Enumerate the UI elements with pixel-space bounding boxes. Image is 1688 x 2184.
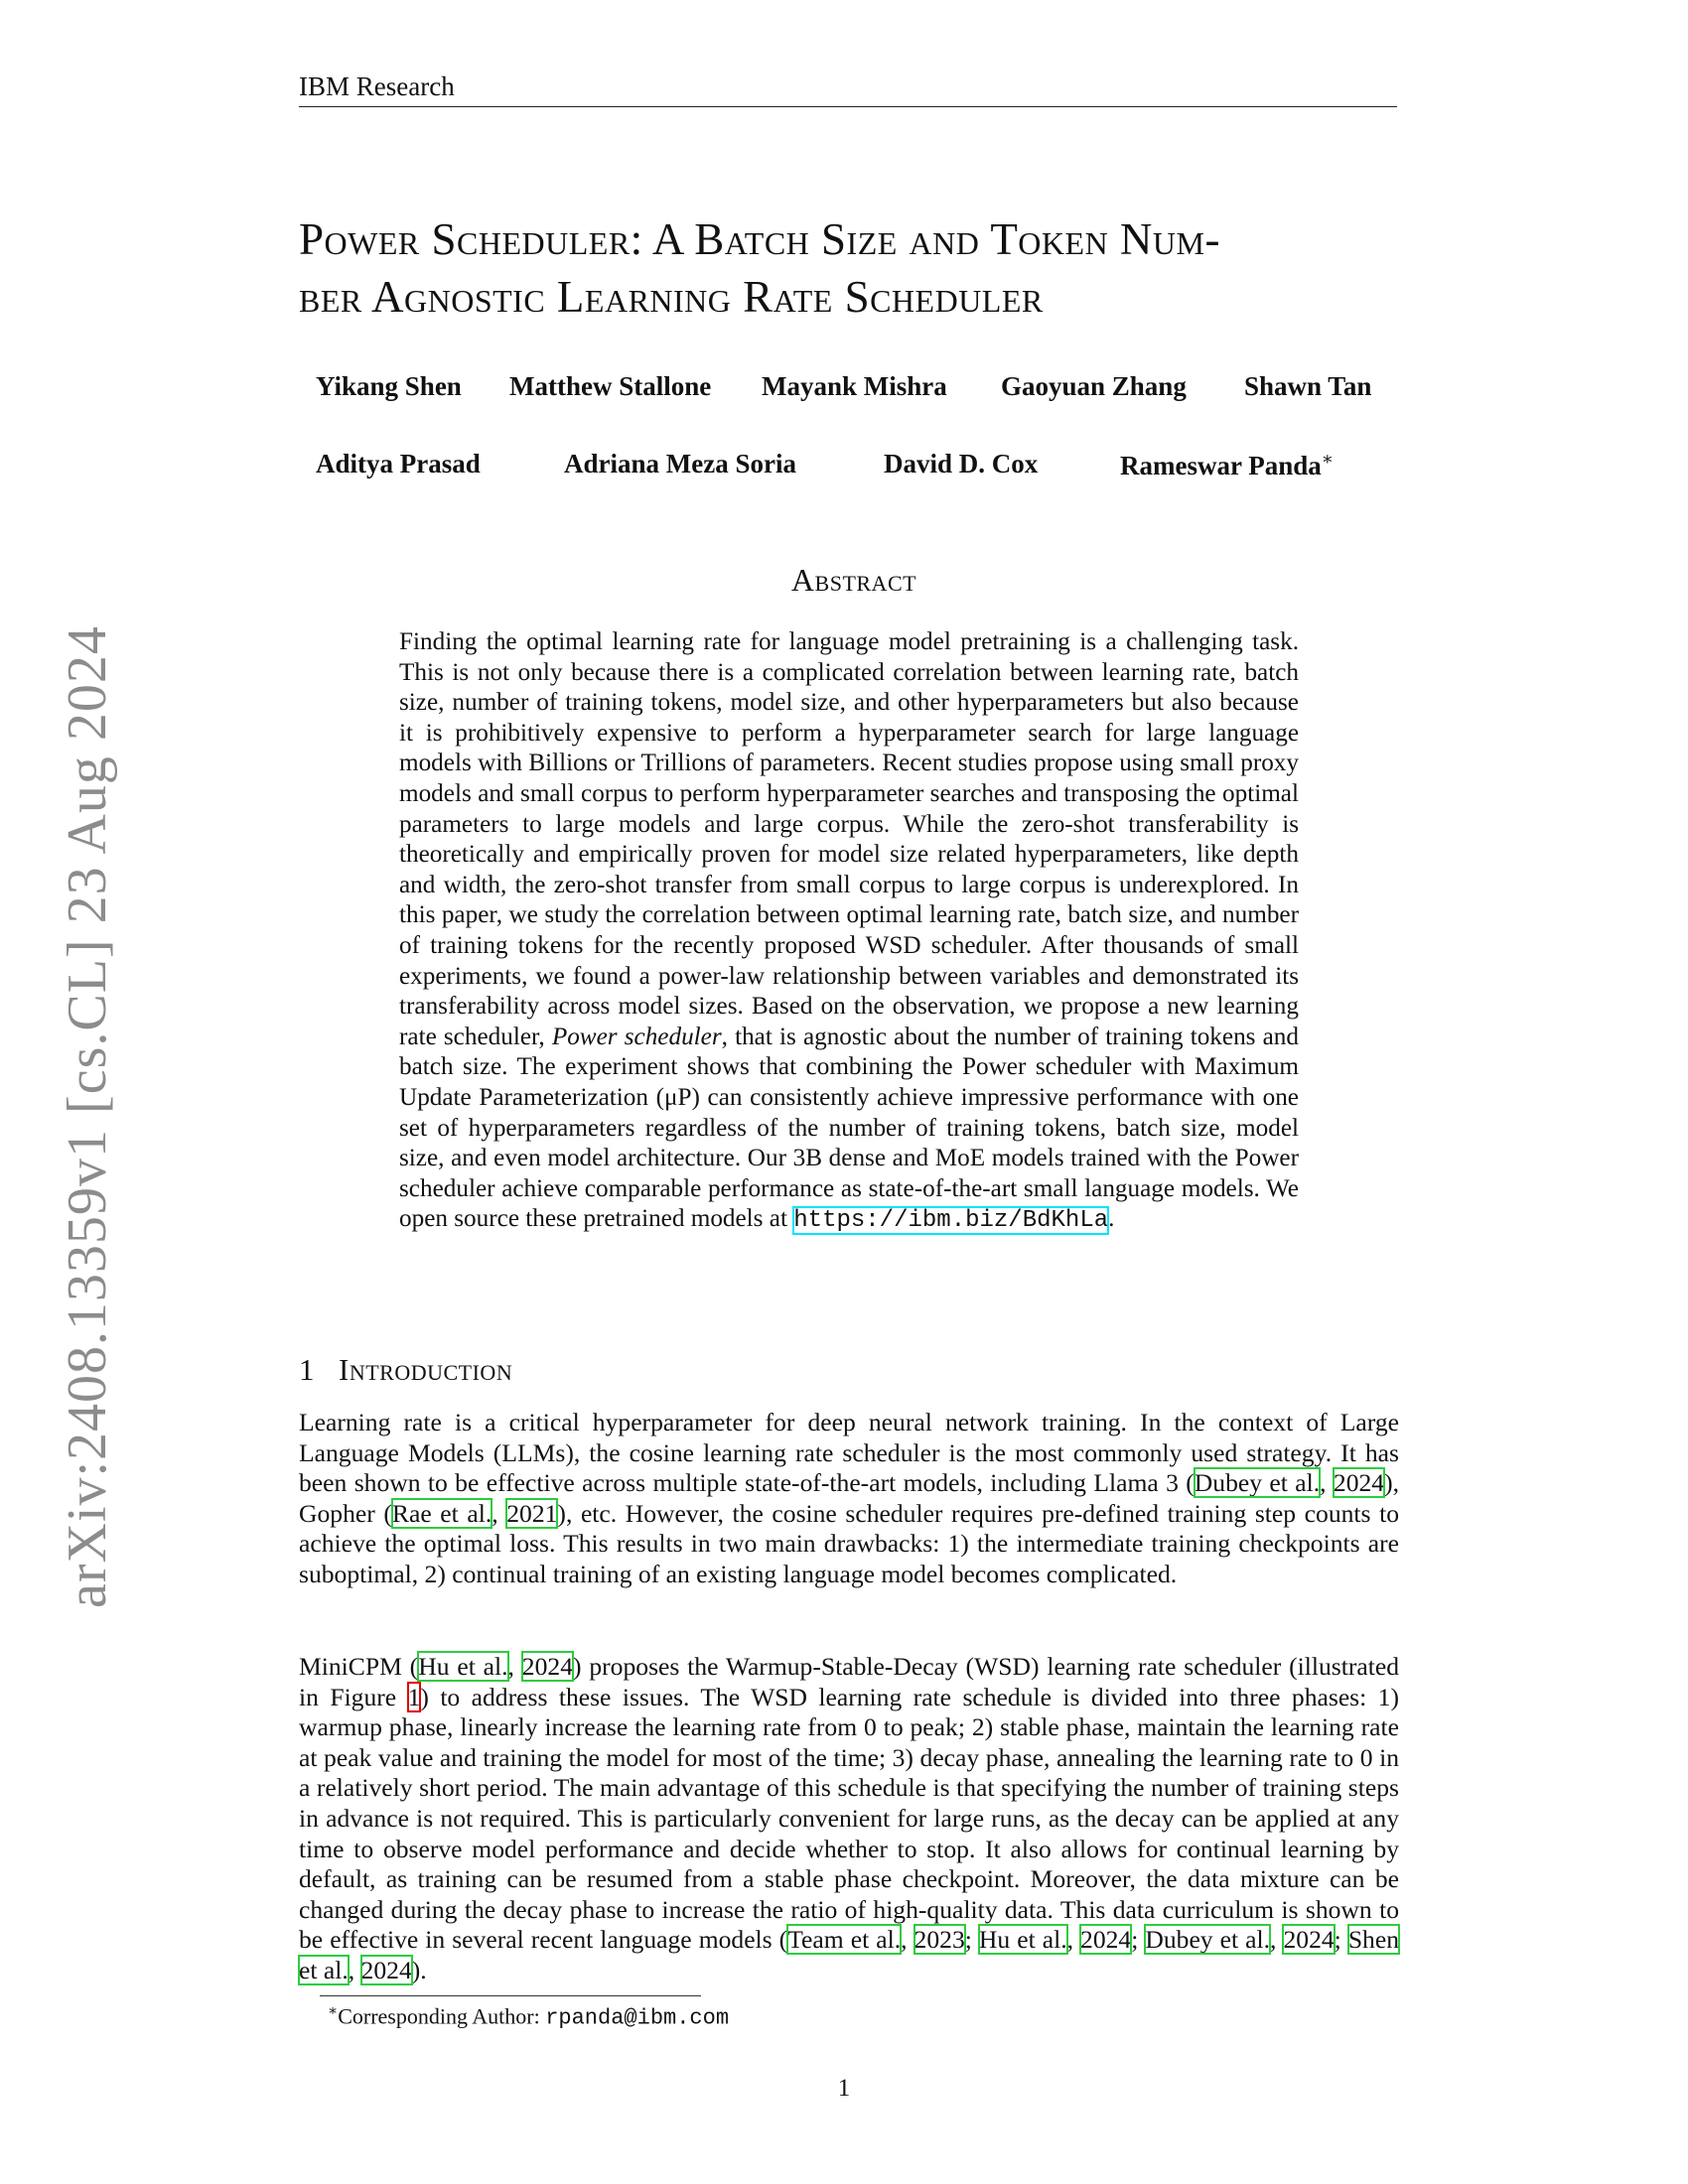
author-name: Yikang Shen [316, 371, 462, 401]
author-name: Shawn Tan [1244, 371, 1372, 401]
citation-link[interactable]: Hu et al. [418, 1652, 508, 1681]
author-name: Aditya Prasad [316, 449, 481, 478]
section-number: 1 [299, 1352, 315, 1387]
paragraph-text: ), Gopher ( [299, 1468, 1400, 1528]
citation-link[interactable]: 2024 [1283, 1925, 1335, 1955]
footnote [328, 2001, 729, 2030]
citation-separator: ; [1131, 1925, 1146, 1955]
paper-title [299, 210, 1421, 326]
author-name: Matthew Stallone [509, 371, 712, 401]
arxiv-identifier: arXiv:2408.13359v1 [cs.CL] 23 Aug 2024 [57, 625, 118, 1608]
author-name: Adriana Meza Soria [564, 449, 796, 478]
paragraph-text: ) to address these issues. The WSD learning rate schedule is divided into three phases: 1) warmup phase, linearly increase the learning rate from 0 to peak; 2) stable phase, maintain the learning rate at peak value and training the model for most of the time; 3) decay phase, annealing the learning rate to 0 in a relatively short period. The main advantage of this schedule is that specifying the number of training steps in advance is not required. This is particularly convenient for large runs, as the decay can be applied at any time to observe model performance and decide whether to stop. It also allows for continual learning by default, as training can be resumed from a stable phase checkpoint. Moreover, the data mixture can be changed during the decay phase to increase the ratio of high-quality data. This data curriculum is shown to be effective in several recent language models ( [299, 1682, 1399, 1955]
author-name: Mayank Mishra [762, 371, 947, 401]
page-number: 1 [837, 2075, 851, 2102]
citation-separator: ; [1334, 1925, 1348, 1955]
citation-link[interactable]: 2023 [914, 1925, 965, 1955]
paragraph-text: MiniCPM ( [299, 1652, 419, 1681]
footnote-mark: ∗ [328, 2003, 339, 2019]
author-name: David D. Cox [884, 449, 1039, 478]
citation-link[interactable]: 2024 [360, 1955, 412, 1984]
title-line-1: Power Scheduler: A Batch Size and Token Num- [299, 214, 1220, 264]
author-name: Gaoyuan Zhang [1001, 371, 1187, 401]
abstract-end: . [1108, 1205, 1115, 1233]
citation-link[interactable]: Dubey et al. [1145, 1925, 1271, 1955]
pretrained-models-link[interactable]: https://ibm.biz/BdKhLa [793, 1207, 1109, 1235]
citation-link[interactable]: Rae et al. [391, 1498, 492, 1528]
author-name-text: Rameswar Panda [1120, 451, 1322, 480]
footnote-label: Corresponding Author: [338, 2003, 546, 2029]
citation-link[interactable]: Hu et al. [978, 1925, 1067, 1955]
citation-link[interactable]: 2024 [1080, 1925, 1132, 1955]
corresponding-email[interactable]: rpanda@ibm.com [545, 2005, 730, 2031]
citation-link[interactable]: Shen et al. [299, 1925, 1399, 1984]
citation-link[interactable]: Team et al. [787, 1925, 902, 1955]
paragraph-text: Learning rate is a critical hyperparameter for deep neural network training. In the context of Large Language Models (LLMs), the cosine learning rate scheduler is the most commonly used strategy. It has been shown to be effective across multiple state-of-the-art models, including Llama 3 ( [299, 1408, 1399, 1498]
abstract-text: Finding the optimal learning rate for language model pretraining is a challenging task. This is not only because there is a complicated correlation between learning rate, batch size, number of training tokens, model size, and other hyperparameters but also because it is prohibitively expensive to perform a hyperparameter search for large language models with Billions or Trillions of parameters. Recent studies propose using small proxy models and small corpus to perform hyperparameter searches and transposing the optimal parameters to large models and large corpus. While the zero-shot transferability is theoretically and empirically proven for model size related hyperparameters, like depth and width, the zero-shot transfer from small corpus to large corpus is underexplored. In this paper, we study the correlation between optimal learning rate, batch size, and number of training tokens for the recently proposed WSD scheduler. After thousands of small experiments, we found a power-law relationship between variables and demonstrated its transferability across model sizes. Based on the observation, we propose a new learning rate scheduler, [399, 628, 1299, 1050]
running-head: IBM Research [299, 71, 1397, 107]
title-line-2: ber Agnostic Learning Rate Scheduler [299, 272, 1044, 322]
citation-separator: ; [964, 1925, 979, 1955]
paragraph-text: ) proposes the Warmup-Stable-Decay (WSD) learning rate scheduler (illustrated in Figure [299, 1652, 1400, 1711]
section-title: Introduction [339, 1352, 513, 1387]
author-name [1120, 449, 1334, 481]
paragraph-text: ), etc. However, the cosine scheduler requires pre-defined training step counts to achieve the optimal loss. This results in two main drawbacks: 1) the intermediate training checkpoints are suboptimal, 2) continual training of an existing language model becomes complicated. [299, 1498, 1399, 1588]
citation-link[interactable]: 2021 [506, 1498, 558, 1528]
citation-link[interactable]: 2024 [521, 1652, 573, 1681]
paragraph-text: ). [411, 1955, 427, 1984]
abstract-body [399, 627, 1299, 1237]
abstract-heading: Abstract [790, 562, 917, 598]
corresponding-mark: ∗ [1321, 449, 1334, 469]
footnote-divider [320, 1995, 701, 1996]
figure-reference-link[interactable]: 1 [407, 1682, 421, 1711]
intro-paragraph-1: Learning rate is a critical hyperparameter for deep neural network training. In the context of Large Language Models (LLMs), the cosine learning rate scheduler is the most commonly used strategy. It has been shown to be effective across multiple state-of-the-art models, including Llama 3 (Dubey et al., 2024), Gopher (Rae et al., 2021), etc. However, the cosine scheduler requires pre-defined training step counts to achieve the optimal loss. This results in two main drawbacks: 1) the intermediate training checkpoints are suboptimal, 2) continual training of an existing language model becomes complicated. [299, 1408, 1400, 1588]
intro-paragraph-2: MiniCPM (Hu et al., 2024) proposes the Warmup-Stable-Decay (WSD) learning rate scheduler (illustrated in Figure 1) to address these issues. The WSD learning rate schedule is divided into three phases: 1) warmup phase, linearly increase the learning rate from 0 to peak; 2) stable phase, maintain the learning rate at peak value and training the model for most of the time; 3) decay phase, annealing the learning rate to 0 in a relatively short period. The main advantage of this schedule is that specifying the number of training steps in advance is not required. This is particularly convenient for large runs, as the decay can be applied at any time to observe model performance and decide whether to stop. It also allows for continual learning by default, as training can be resumed from a stable phase checkpoint. Moreover, the data mixture can be changed during the decay phase to increase the ratio of high-quality data. This data curriculum is shown to be effective in several recent language models (Team et al., 2023; Hu et al., 2024; Dubey et al., 2024; Shen et al., 2024). [299, 1652, 1400, 1984]
abstract-emphasis: Power scheduler [551, 1023, 722, 1050]
section-heading-introduction [299, 1352, 512, 1388]
citation-link[interactable]: Dubey et al. [1194, 1468, 1321, 1498]
citation-link[interactable]: 2024 [1333, 1468, 1385, 1498]
abstract-text: , that is agnostic about the number of training tokens and batch size. The experiment shows that combining the Power scheduler with Maximum Update Parameterization (μP) can consistently achieve impressive performance with one set of hyperparameters regardless of the number of training tokens, batch size, model size, and even model architecture. Our 3B dense and MoE models trained with the Power scheduler achieve comparable performance as state-of-the-art small language models. We open source these pretrained models at [399, 1023, 1299, 1233]
